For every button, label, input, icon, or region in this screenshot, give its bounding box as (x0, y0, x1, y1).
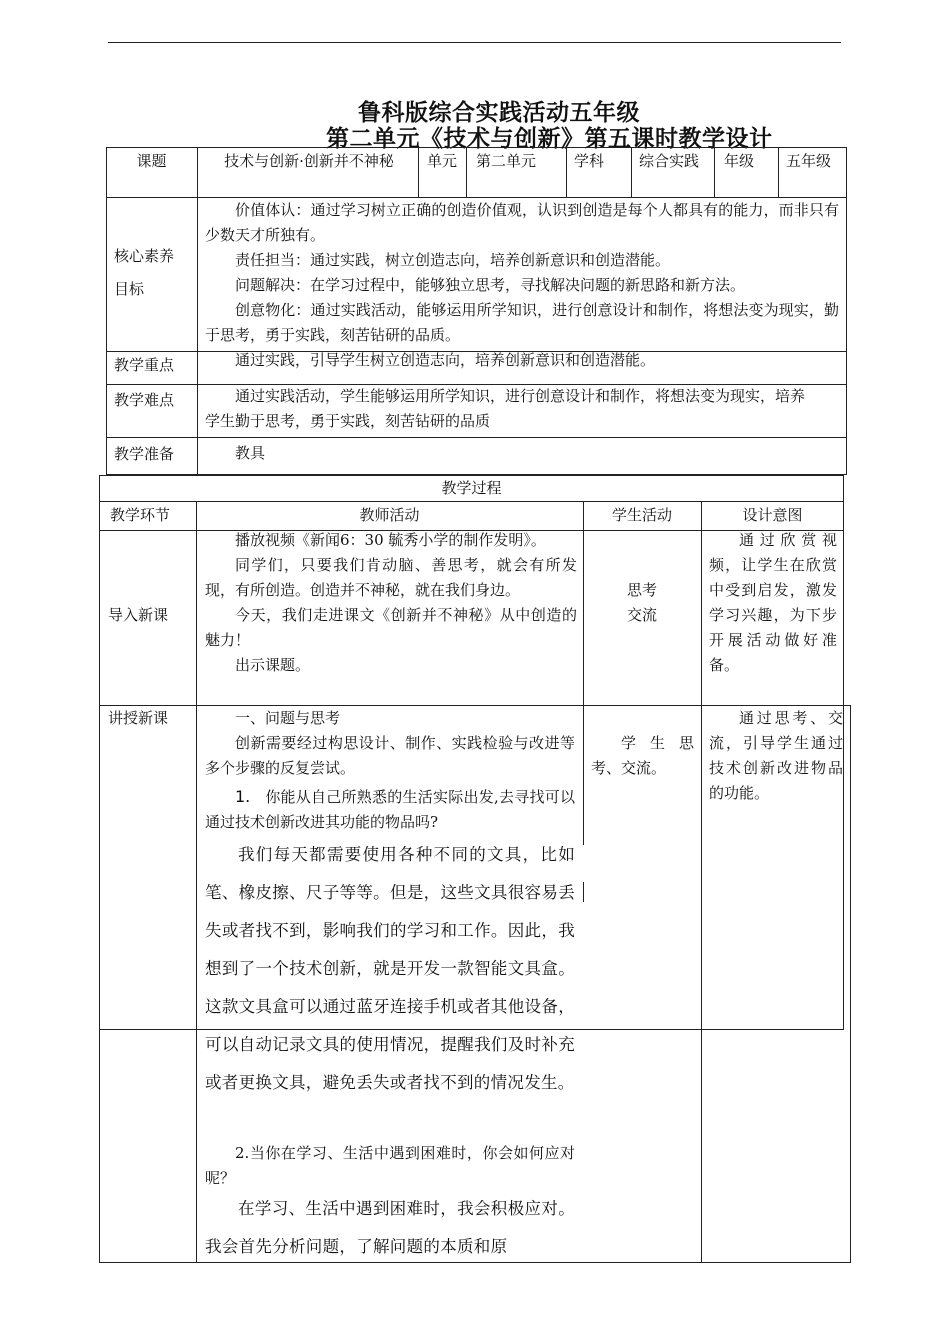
lecture-q2: 2.当你在学习、生活中遇到困难时，你会如何应对呢？ (205, 1144, 575, 1187)
lecture-student: 学生思考、交流。 (591, 734, 694, 777)
grade-label: 年级 (724, 152, 755, 170)
lecture-stage: 讲授新课 (108, 709, 169, 727)
lecture-answer2: 在学习、生活中遇到困难时，我会积极应对。我会首先分析问题，了解问题的本质和原 (205, 1199, 575, 1256)
preparation-text: 教具 (235, 444, 266, 462)
difficulty-label: 教学难点 (114, 391, 175, 409)
lecture-para1: 创新需要经过构思设计、制作、实践检验与改进等多个步骤的反复尝试。 (205, 734, 575, 777)
subject-label: 学科 (574, 152, 605, 170)
topic-label: 课题 (136, 152, 167, 170)
col-student: 学生活动 (611, 506, 672, 524)
grade-value: 五年级 (786, 152, 832, 170)
intro-teacher-para: 出示课题。 (235, 656, 311, 674)
intro-teacher-para: 同学们，只要我们肯动脑、善思考，就会有所发现，有所创造。创造并不神秘，就在我们身边。 (205, 556, 577, 599)
intro-stage: 导入新课 (108, 606, 169, 624)
core-literacy-label: 核心素养目标 (114, 247, 175, 298)
intro-student-2: 交流 (626, 606, 657, 624)
topic-value: 技术与创新·创新并不神秘 (224, 152, 394, 170)
intro-teacher (205, 528, 577, 678)
core-item: 责任担当：通过实践，树立创造志向，培养创新意识和创造潜能。 (235, 251, 671, 269)
process-title: 教学过程 (441, 479, 502, 497)
preparation-label: 教学准备 (114, 445, 175, 463)
intro-teacher-para: 今天，我们走进课文《创新并不神秘》从中创造的魅力！ (205, 606, 577, 649)
doc-title-line2: 第二单元《技术与创新》第五课时教学设计 (326, 126, 773, 152)
col-intent: 设计意图 (742, 506, 803, 524)
key-point-label: 教学重点 (114, 356, 175, 374)
subject-value: 综合实践 (639, 152, 700, 170)
intro-student-1: 思考 (626, 581, 657, 599)
core-literacy-items (205, 198, 839, 348)
intro-teacher-para: 播放视频《新闻6：30 毓秀小学的制作发明》。 (235, 531, 546, 549)
lecture-intent: 通过思考、交流，引导学生通过技术创新改进物品的功能。 (709, 709, 843, 802)
unit-label: 单元 (426, 152, 457, 170)
key-point-text: 通过实践，引导学生树立创造志向，培养创新意识和创造潜能。 (235, 351, 656, 369)
unit-value: 第二单元 (476, 152, 537, 170)
lecture-q1 (205, 784, 575, 835)
header-rule (108, 42, 841, 43)
col-teacher: 教师活动 (359, 506, 420, 524)
lecture-heading: 一、问题与思考 (235, 709, 341, 727)
core-item: 问题解决：在学习过程中，能够独立思考，寻找解决问题的新思路和新方法。 (235, 276, 746, 294)
col-stage: 教学环节 (110, 506, 171, 524)
lecture-q1-text: 你能从自己所熟悉的生活实际出发,去寻找可以通过技术创新改进其功能的物品吗? (205, 788, 575, 831)
lecture-answer1: 我们每天都需要使用各种不同的文具，比如笔、橡皮擦、尺子等等。但是，这些文具很容易丢失或者找不到，影响我们的学习和工作。因此，我想到了一个技术创新，就是开发一款智能文具盒。这款文具盒可以通过蓝牙连接手机或者其他设备，可以自动记录文具的使用情况，提醒我们及时补充或者更换文具，避免丢失或者找不到的情况发生。 (205, 845, 575, 1092)
difficulty-text: 通过实践活动，学生能够运用所学知识，进行创意设计和制作，将想法变为现实，培养学生勤于思考，勇于实践，刻苦钻研的品质 (205, 387, 806, 430)
doc-title-line1: 鲁科版综合实践活动五年级 (358, 100, 640, 126)
core-item: 价值体认：通过学习树立正确的创造价值观，认识到创造是每个人都具有的能力，而非只有少数天才所独有。 (205, 201, 839, 244)
lecture-q1-num: 1. (235, 787, 251, 806)
intro-intent: 通过欣赏视频，让学生在欣赏中受到启发，激发学习兴趣，为下步开展活动做好准备。 (709, 531, 837, 674)
core-item: 创意物化：通过实践活动，能够运用所学知识，进行创意设计和制作，将想法变为现实，勤于思考，勇于实践，刻苦钻研的品质。 (205, 301, 839, 344)
